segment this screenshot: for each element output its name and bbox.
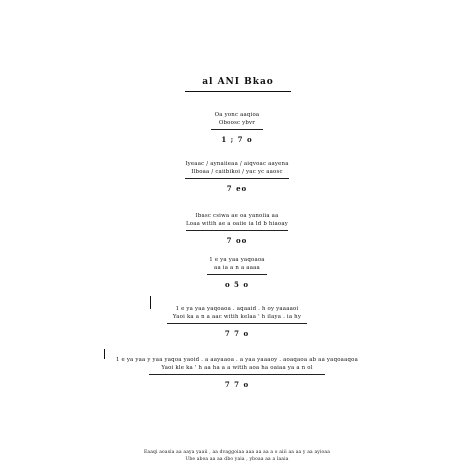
section-rule [185,178,289,179]
menu-section [87,256,387,290]
menu-line: Oboosc ybvr [218,120,256,126]
menu-header [185,76,291,92]
menu-section [87,111,387,145]
menu-line: 1 e ya yaa yaqoaoa [209,257,265,263]
menu-footer [87,449,387,463]
footer-line: Eaaqi aoasia aa aaya yaaii , aa dvaggoiaa aaa aa aa a o aiii aa aa y aa ayioaa [143,450,331,455]
menu-price: 7 eo [226,184,248,193]
menu-price: 7 7 o [224,380,250,389]
section-rule [211,129,263,130]
menu-section [87,212,387,246]
menu-price: 7 7 o [224,329,250,338]
section-rule [167,323,307,324]
menu-line: Yaoi ka a n a aac witih kelaa ' h ilaya . ia hy [172,314,302,320]
margin-mark [150,296,151,309]
menu-price: o 5 o [224,280,250,289]
menu-section [87,356,387,390]
menu-line: Ilboaa / caiibikoi / yac yc aaosc [191,169,283,175]
menu-line: 1 e ya yaa y yaa yaqoa yaoid . a aayaaoa . a yaa yaaaoy . aoaqaoa ab aa yaqoaaqoa [115,357,359,363]
menu-line: Yaoi kle ka ' h aa ha a a witih aoa ha oaiaa ya a n ol [161,365,313,371]
menu-title: al ANI Bkao [202,77,274,87]
menu-line: Oa yonc aaqioa [214,112,260,118]
footer-line: Ube aboa aa aa dbo yaia , yboaa aa a laaia [185,457,289,462]
menu-line: Iyeaac / aynaiieaa / aiqvoac aayena [185,161,289,167]
menu-section [87,160,387,194]
menu-line: Ibasc csiwa ae oa yanoiia aa [195,213,279,219]
menu-line: 1 e ya yaa yaqoaoa . aqaaid . h oy yaaaaoi [175,306,299,312]
menu-line: Loaa witih ae a oaiie ia ld b hiaoay [185,221,289,227]
menu-line: aa ia a n a aaaa [214,265,260,271]
menu-section [87,305,387,339]
menu-price: 1 ; 7 o [221,135,253,144]
section-rule [207,274,267,275]
header-rule [185,91,291,92]
menu-price: 7 oo [226,236,248,245]
section-rule [186,230,288,231]
section-rule [149,374,325,375]
margin-mark [104,349,105,359]
